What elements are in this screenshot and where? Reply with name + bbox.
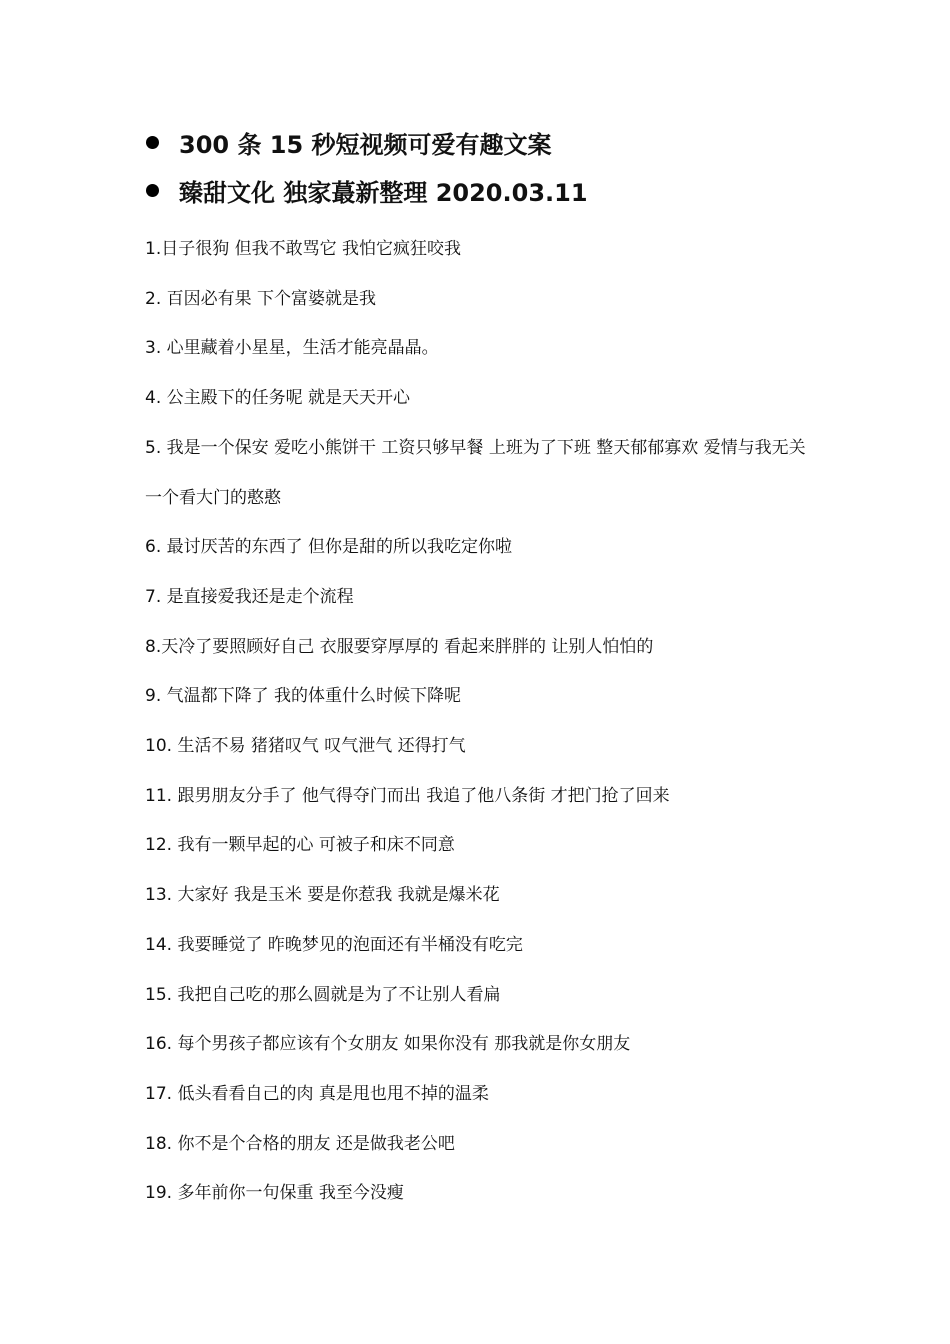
list-item: 15. 我把自己吃的那么圆就是为了不让别人看扁	[145, 984, 501, 1005]
list-item: 5. 我是一个保安 爱吃小熊饼干 工资只够早餐 上班为了下班 整天郁郁寡欢 爱情与我无关 一个看大门的憨憨	[145, 437, 806, 508]
list-item: 9. 气温都下降了 我的体重什么时候下降呢	[145, 686, 462, 707]
title-heading	[146, 122, 552, 162]
copy-list	[145, 225, 825, 1219]
list-item: 19. 多年前你一句保重 我至今没瘦	[145, 1183, 404, 1204]
title-text: 300 条 15 秒短视频可爱有趣文案	[179, 130, 552, 159]
list-item: 10. 生活不易 猪猪叹气 叹气泄气 还得打气	[145, 736, 466, 757]
list-item: 1.日子很狗 但我不敢骂它 我怕它疯狂咬我	[145, 239, 462, 259]
list-item: 2. 百因必有果 下个富婆就是我	[145, 288, 377, 309]
bullet-icon	[146, 136, 159, 149]
subtitle-text: 臻甜文化 独家蕞新整理 2020.03.11	[179, 178, 588, 207]
list-item: 3. 心里藏着小星星，生活才能亮晶晶。	[145, 338, 439, 359]
list-item: 6. 最讨厌苦的东西了 但你是甜的所以我吃定你啦	[145, 537, 513, 558]
list-item: 12. 我有一颗早起的心 可被子和床不同意	[145, 835, 455, 856]
list-item: 18. 你不是个合格的朋友 还是做我老公吧	[145, 1133, 455, 1154]
list-item: 7. 是直接爱我还是走个流程	[145, 586, 354, 607]
list-item: 13. 大家好 我是玉米 要是你惹我 我就是爆米花	[145, 885, 500, 906]
list-item: 14. 我要睡觉了 昨晚梦见的泡面还有半桶没有吃完	[145, 934, 523, 955]
list-item: 8.天冷了要照顾好自己 衣服要穿厚厚的 看起来胖胖的 让别人怕怕的	[145, 636, 654, 657]
subtitle-heading	[146, 170, 588, 210]
list-item: 11. 跟男朋友分手了 他气得夺门而出 我追了他八条街 才把门抢了回来	[145, 785, 670, 806]
list-item: 16. 每个男孩子都应该有个女朋友 如果你没有 那我就是你女朋友	[145, 1034, 631, 1055]
list-item: 17. 低头看看自己的肉 真是甩也甩不掉的温柔	[145, 1083, 489, 1104]
bullet-icon	[146, 184, 159, 197]
list-item: 4. 公主殿下的任务呢 就是天天开心	[145, 388, 411, 409]
